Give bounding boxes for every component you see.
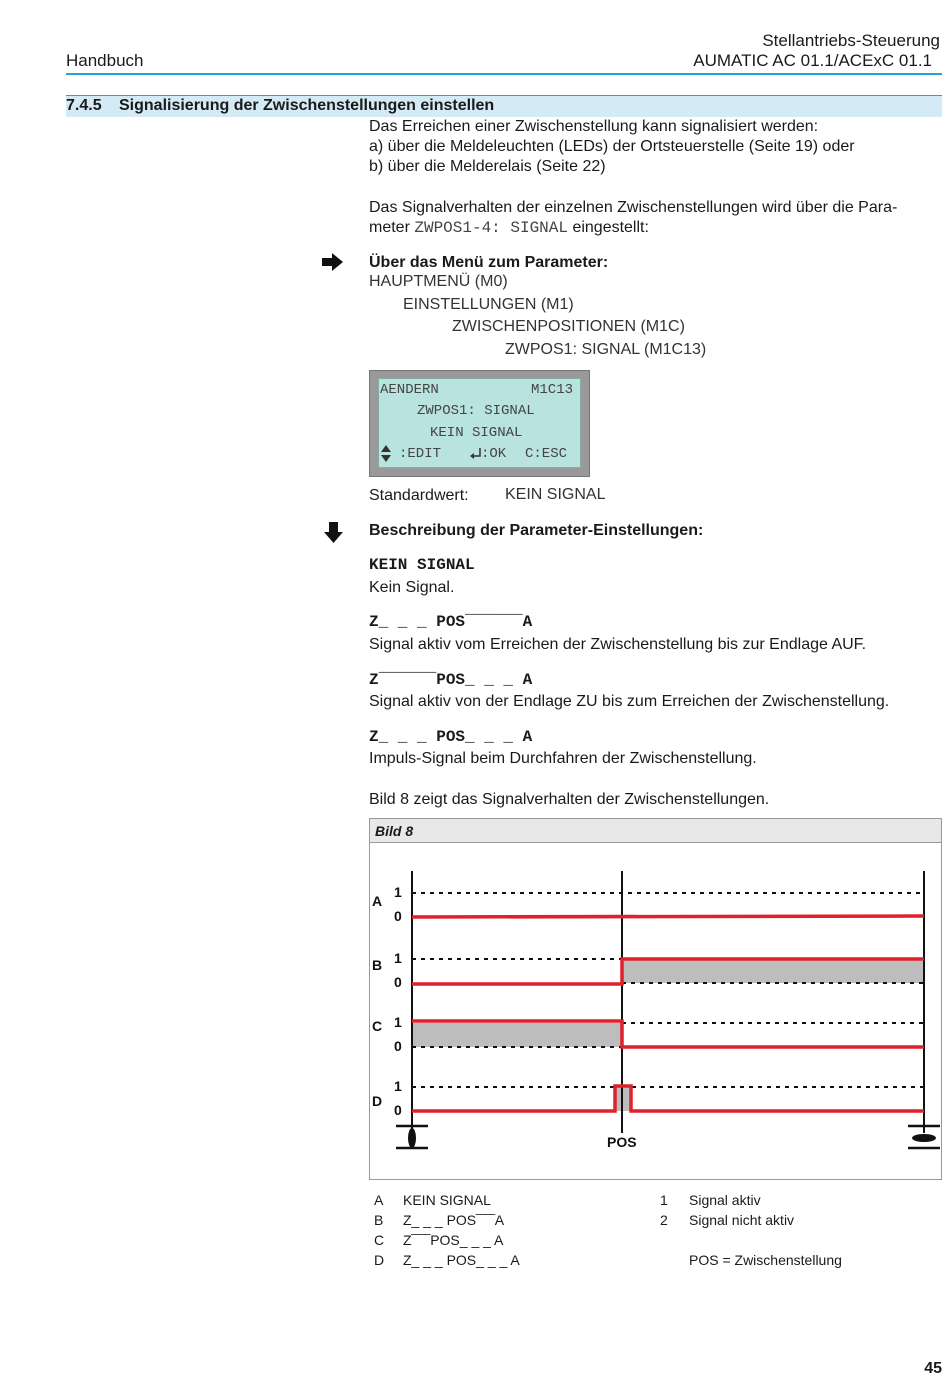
figure-title: Bild 8 [375, 823, 414, 839]
level-b-0: 0 [394, 974, 402, 990]
lcd-esc-hint: C:ESC [525, 446, 568, 462]
legend-key-a: A [374, 1192, 384, 1208]
level-b-1: 1 [394, 950, 402, 966]
option-desc-impulse: Impuls-Signal beim Durchfahren der Zwischenstellung. [369, 750, 757, 767]
lcd-menu-id: M1C13 [531, 382, 574, 398]
arrow-down-icon [324, 522, 344, 544]
header-product-line2: AUMATIC AC 01.1/ACExC 01.1 [693, 51, 932, 70]
menu-path-level-3: ZWPOS1: SIGNAL (M1C13) [505, 341, 707, 358]
legend-note: POS = Zwischenstellung [689, 1252, 842, 1268]
level-d-1: 1 [394, 1078, 402, 1094]
legend-key-b: B [374, 1212, 384, 1228]
default-value: KEIN SIGNAL [505, 486, 606, 503]
level-a-0: 0 [394, 908, 402, 924]
menu-path-level-1: EINSTELLUNGEN (M1) [403, 296, 574, 313]
row-label-c: C [372, 1018, 383, 1034]
option-code-kein-signal: KEIN SIGNAL [369, 556, 475, 574]
pos-label: POS [607, 1134, 637, 1150]
header-product-line1: Stellantriebs-Steuerung [762, 31, 940, 50]
para2-line-2 [369, 218, 649, 238]
lcd-mode: AENDERN [380, 382, 439, 398]
figure-header [370, 819, 941, 843]
figure-reference: Bild 8 zeigt das Signalverhalten der Zwischenstellungen. [369, 791, 770, 808]
level-a-1: 1 [394, 884, 402, 900]
legend-value-b: Z_ _ _ POS‾‾‾‾A [403, 1212, 505, 1228]
legend-key-1: 1 [660, 1192, 668, 1208]
intro-line-2: a) über die Meldeleuchten (LEDs) der Ortsteuerstelle (Seite 19) oder [369, 138, 855, 155]
menu-path-level-0: HAUPTMENÜ (M0) [369, 273, 508, 290]
shade-c [412, 1023, 622, 1047]
para2-post: eingestellt: [572, 219, 649, 236]
option-desc-z-pos-a-high: Signal aktiv vom Erreichen der Zwischenstellung bis zur Endlage AUF. [369, 636, 867, 653]
intro-line-1: Das Erreichen einer Zwischenstellung kann signalisiert werden: [369, 118, 819, 135]
legend-key-d: D [374, 1252, 385, 1268]
para2-param-code: ZWPOS1-4: SIGNAL [414, 219, 568, 237]
trace-a [412, 916, 924, 917]
legend-value-1: Signal aktiv [689, 1192, 761, 1208]
lcd-value: KEIN SIGNAL [430, 425, 523, 441]
legend-value-2: Signal nicht aktiv [689, 1212, 795, 1228]
legend-value-d: Z_ _ _ POS_ _ _ A [403, 1252, 520, 1268]
legend-key-2: 2 [660, 1212, 668, 1228]
header-manual-label: Handbuch [66, 51, 144, 70]
level-d-0: 0 [394, 1102, 402, 1118]
row-label-a: A [372, 893, 383, 909]
row-label-b: B [372, 957, 383, 973]
signal-timing-diagram [370, 843, 940, 1177]
shade-b [622, 960, 924, 983]
default-value-label: Standardwert: [369, 487, 469, 504]
level-c-1: 1 [394, 1014, 402, 1030]
legend-key-c: C [374, 1232, 385, 1248]
legend-value-c: Z‾‾‾‾POS_ _ _ A [403, 1232, 504, 1248]
lcd-parameter: ZWPOS1: SIGNAL [417, 403, 535, 419]
description-heading: Beschreibung der Parameter-Einstellungen: [369, 522, 704, 539]
header-rule [66, 73, 942, 75]
end-symbol-closed [396, 1126, 428, 1148]
intro-line-3: b) über die Melderelais (Seite 22) [369, 158, 606, 175]
row-label-d: D [372, 1093, 383, 1109]
lcd-ok-hint: :OK [481, 446, 507, 462]
option-code-z-high-pos-a: Z‾‾‾‾‾‾POS_ _ _ A [369, 671, 533, 689]
menu-path-level-2: ZWISCHENPOSITIONEN (M1C) [452, 318, 685, 335]
arrow-right-icon [322, 253, 344, 271]
trace-d [412, 1086, 924, 1111]
page-number: 45 [924, 1360, 942, 1377]
option-desc-z-high-pos-a: Signal aktiv von der Endlage ZU bis zum Erreichen der Zwischenstellung. [369, 693, 890, 710]
option-code-z-pos-a-high: Z_ _ _ POS‾‾‾‾‾‾A [369, 613, 533, 631]
para2-line-1: Das Signalverhalten der einzelnen Zwischenstellungen wird über die Para- [369, 199, 898, 216]
legend-value-a: KEIN SIGNAL [403, 1192, 491, 1208]
menu-heading: Über das Menü zum Parameter: [369, 254, 609, 271]
para2-pre: meter [369, 219, 410, 236]
option-code-impulse: Z_ _ _ POS_ _ _ A [369, 728, 533, 746]
section-number: 7.4.5 [66, 97, 102, 114]
option-desc-kein-signal: Kein Signal. [369, 579, 455, 596]
level-c-0: 0 [394, 1038, 402, 1054]
up-down-arrow-icon [381, 445, 391, 463]
lcd-edit-hint: :EDIT [399, 446, 442, 462]
section-title: Signalisierung der Zwischenstellungen einstellen [119, 97, 495, 114]
